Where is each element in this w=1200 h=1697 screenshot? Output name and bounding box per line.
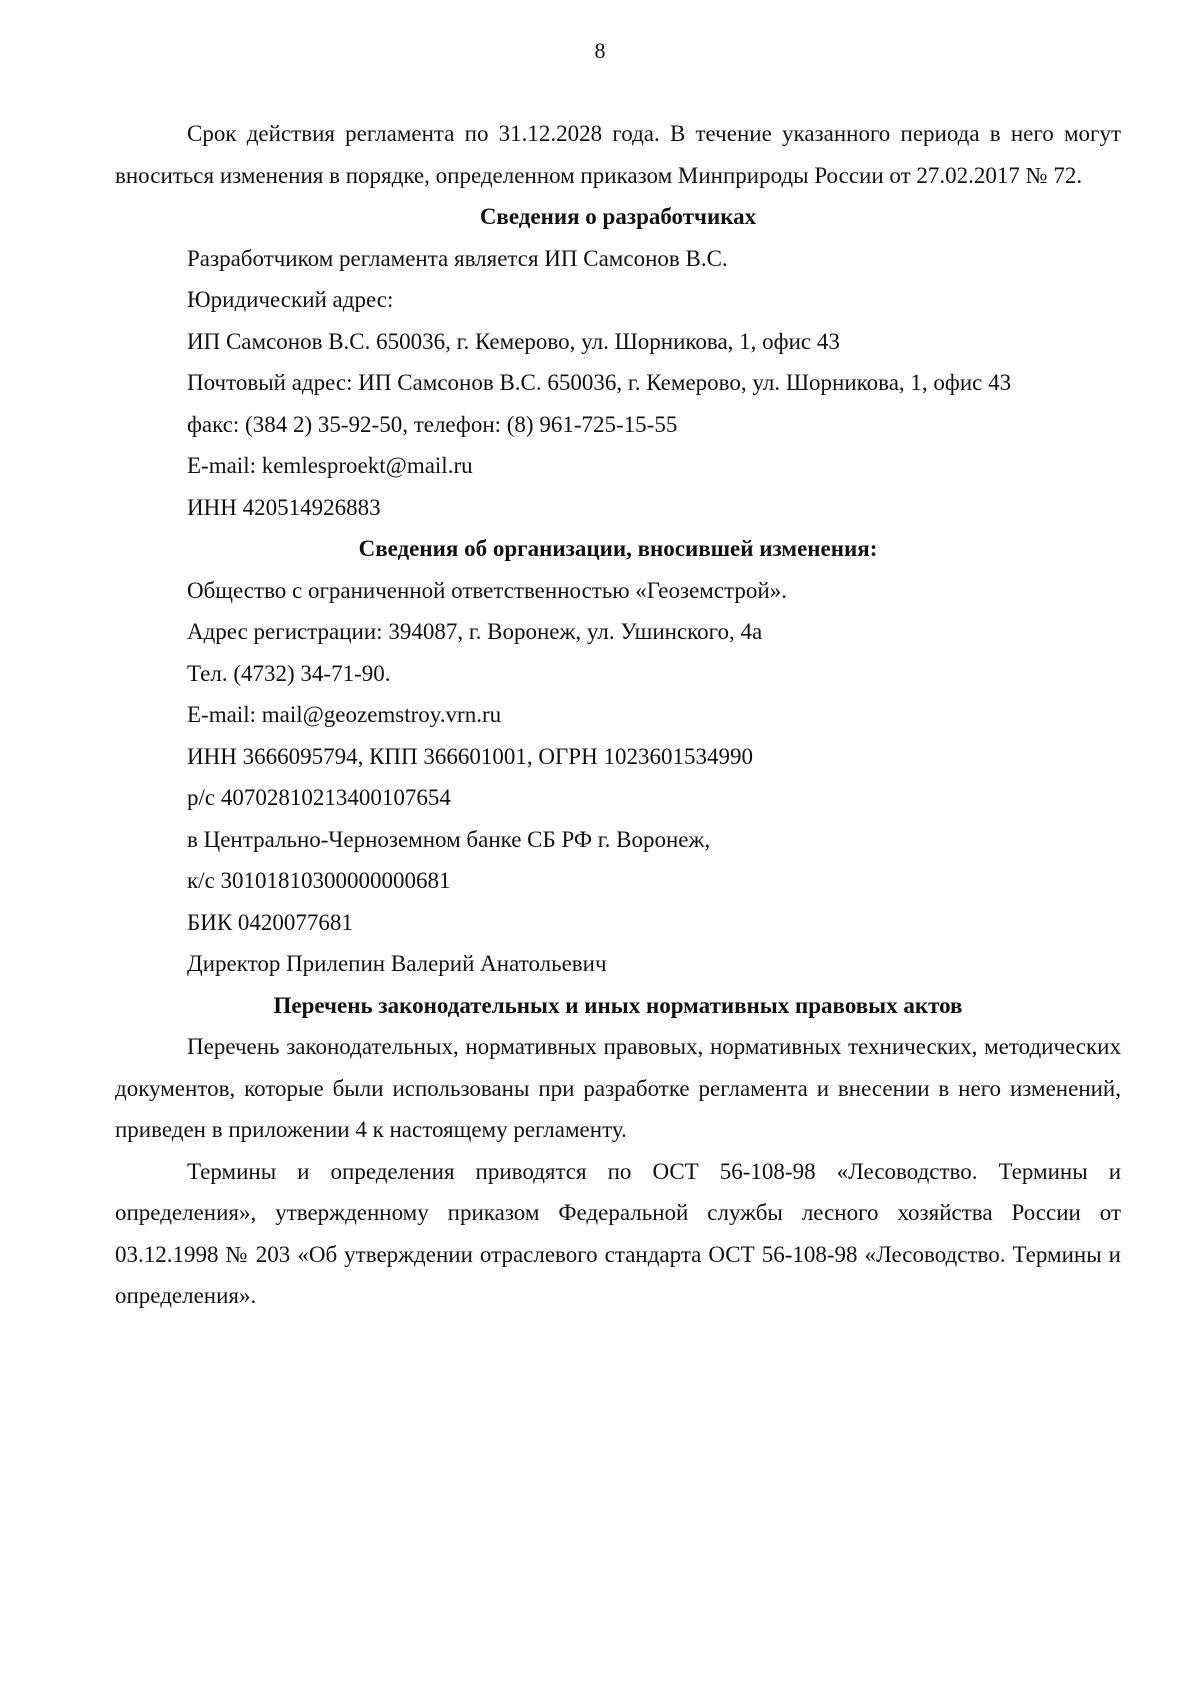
organization-line: Тел. (4732) 34-71-90. (187, 660, 391, 686)
organization-line: E-mail: mail@geozemstroy.vrn.ru (187, 702, 502, 727)
organization-line: БИК 0420077681 (187, 909, 353, 935)
organization-line: Общество с ограниченной ответственностью «Геоземстрой». (187, 577, 787, 603)
terms-paragraph: Термины и определения приводятся по ОСТ 56-108-98 «Лесоводство. Термины и определения», утвержденному приказом Федеральной службы лесного хозяйства России от 03.12.1998 № 203 «Об утверждении отраслевого стандарта ОСТ 56-108-98 «Лесоводство. Термины и определения». (115, 1158, 1121, 1308)
developer-line: ИНН 420514926883 (187, 494, 381, 520)
organization-heading: Сведения об организации, вносившей изменения: (358, 536, 878, 561)
developer-line: факс: (384 2) 35-92-50, телефон: (8) 961-725-15-55 (187, 411, 678, 437)
organization-line: к/с 30101810300000000681 (187, 868, 451, 893)
developer-line: E-mail: kemlesproekt@mail.ru (187, 453, 473, 478)
developer-line: Юридический адрес: (187, 287, 394, 312)
organization-line: ИНН 3666095794, КПП 366601001, ОГРН 1023601534990 (187, 743, 753, 769)
legal-acts-heading: Перечень законодательных и иных нормативных правовых актов (273, 992, 963, 1018)
developer-line: Разработчиком регламента является ИП Самсонов В.С. (187, 245, 728, 271)
legal-acts-paragraph: Перечень законодательных, нормативных правовых, нормативных технических, методических документов, которые были использованы при разработке регламента и внесении в него изменений, приведен в приложении 4 к настоящему регламенту. (115, 1034, 1121, 1142)
developer-line: Почтовый адрес: ИП Самсонов В.С. 650036, г. Кемерово, ул. Шорникова, 1, офис 43 (187, 370, 1012, 395)
page-content (115, 113, 1121, 1317)
page-number: 8 (594, 38, 606, 63)
organization-line: Адрес регистрации: 394087, г. Воронеж, ул. Ушинского, 4а (187, 619, 763, 644)
developer-line: ИП Самсонов В.С. 650036, г. Кемерово, ул. Шорникова, 1, офис 43 (187, 328, 840, 354)
developers-heading: Сведения о разработчиках (479, 204, 757, 229)
intro-paragraph: Срок действия регламента по 31.12.2028 года. В течение указанного периода в него могут вноситься изменения в порядке, определенном приказом Минприроды России от 27.02.2017 № 72. (115, 121, 1121, 188)
organization-line: в Центрально-Черноземном банке СБ РФ г. Воронеж, (187, 826, 711, 852)
organization-line: Директор Прилепин Валерий Анатольевич (187, 951, 607, 976)
organization-line: р/с 40702810213400107654 (187, 785, 451, 810)
